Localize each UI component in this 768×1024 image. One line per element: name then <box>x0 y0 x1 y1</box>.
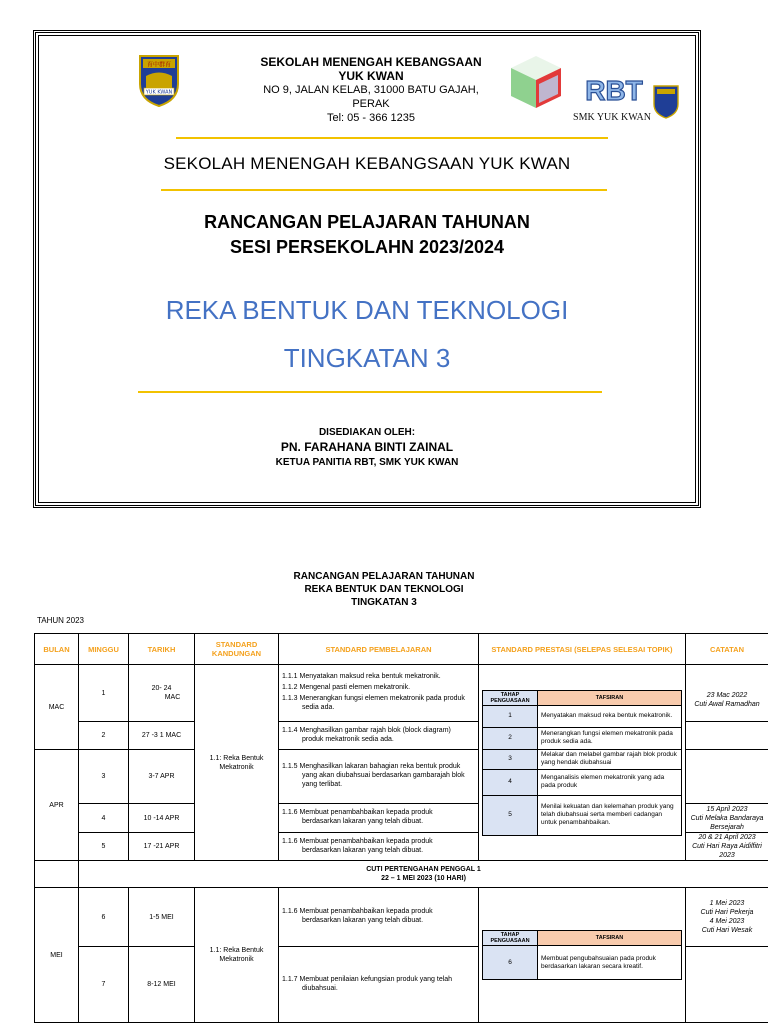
subject-block <box>36 286 698 382</box>
month-mei: MEI <box>35 888 79 1023</box>
schedule-title-1: RANCANGAN PELAJARAN TAHUNAN <box>293 571 475 582</box>
tp1-row <box>483 727 682 749</box>
school-crest-logo <box>138 54 180 108</box>
year-label: TAHUN 2023 <box>37 616 84 625</box>
tp1-header-tafsiran: TAFSIRAN <box>538 690 682 705</box>
date-1-range: 20- 24 <box>151 685 172 692</box>
tp1-level: 4 <box>483 769 538 795</box>
tahap-penguasaan-table-2 <box>482 930 682 980</box>
catatan-1-date: 23 Mac 2022 <box>706 692 748 699</box>
sp-3-1b: yang akan diubahsuai berdasarkan gambarajah blok <box>302 772 465 779</box>
catatan-6 <box>686 888 768 947</box>
address-line-1: NO 9, JALAN KELAB, 31000 BATU GAJAH, <box>263 84 479 96</box>
sp-1-3b: sedia ada. <box>302 704 335 711</box>
catatan-1 <box>686 665 768 722</box>
sp-cell-3 <box>279 750 479 804</box>
catatan-1-text: Cuti Awal Ramadhan <box>694 701 760 708</box>
catatan-6-date-1: 1 Mei 2023 <box>709 900 745 907</box>
tp1-level: 2 <box>483 727 538 749</box>
prestasi-cell-2 <box>479 888 686 1023</box>
subject-title: REKA BENTUK DAN TEKNOLOGI <box>165 295 569 325</box>
tp1-text: Menganalisis elemen mekatronik yang ada pada produk <box>538 769 682 795</box>
cover-page <box>33 30 701 508</box>
tahap-penguasaan-table-1 <box>482 690 682 836</box>
tp2-header-tafsiran: TAFSIRAN <box>538 931 682 946</box>
school-name-2: YUK KWAN <box>338 69 404 83</box>
sp-cell-6 <box>279 888 479 947</box>
date-1-month: MAC <box>164 694 181 701</box>
date-6: 1-5 MEI <box>129 888 195 947</box>
catatan-2 <box>686 722 768 750</box>
header-standard-kandungan: STANDARD KANDUNGAN <box>195 634 279 665</box>
catatan-6-date-2: 4 Mei 2023 <box>709 918 745 925</box>
sp-cell-4 <box>279 804 479 833</box>
sp-2-1b: produk mekatronik sedia ada. <box>302 735 394 743</box>
sp-4-1b: berdasarkan lakaran yang telah dibuat. <box>302 818 424 825</box>
standard-kandungan-2: 1.1: Reka Bentuk Mekatronik <box>195 888 279 1023</box>
week-2: 2 <box>79 722 129 750</box>
sp-7-1b: diubahsuai. <box>302 984 338 992</box>
date-1 <box>129 665 195 722</box>
tp1-text: Melakar dan melabel gambar rajah blok produk yang hendak diubahsuai <box>538 749 682 769</box>
school-header <box>231 55 511 125</box>
date-4: 10 -14 APR <box>129 804 195 833</box>
tp1-row <box>483 795 682 835</box>
week-4: 4 <box>79 804 129 833</box>
header-catatan: CATATAN <box>686 634 768 665</box>
gold-divider-2 <box>161 189 607 191</box>
plan-title: RANCANGAN PELAJARAN TAHUNAN <box>204 212 530 232</box>
tp2-header-level: TAHAP PENGUASAAN <box>483 931 538 946</box>
week-5: 5 <box>79 833 129 861</box>
date-3: 3-7 APR <box>129 750 195 804</box>
table-row <box>35 665 768 722</box>
header-tarikh: TARIKH <box>129 634 195 665</box>
tp1-row <box>483 769 682 795</box>
header-standard-prestasi: STANDARD PRESTASI (SELEPAS SELESAI TOPIK) <box>479 634 686 665</box>
catatan-6-text-1: Cuti Hari Pekerja <box>700 909 754 916</box>
date-7: 8-12 MEI <box>129 947 195 1023</box>
table-row <box>35 888 768 947</box>
tp2-text: Membuat pengubahsuaian pada produk berdasarkan lakaran secara kreatif. <box>538 946 682 980</box>
catatan-4-text: Cuti Melaka Bandaraya Bersejarah <box>690 814 764 831</box>
sp-cell-1 <box>279 665 479 722</box>
teacher-name: PN. FARAHANA BINTI ZAINAL <box>280 440 454 454</box>
sp-3-1: 1.1.5 Menghasilkan lakaran bahagian reka bentuk produk <box>282 763 461 770</box>
tp1-row <box>483 705 682 727</box>
catatan-4 <box>686 804 768 833</box>
break-title: CUTI PERTENGAHAN PENGGAL 1 <box>366 866 481 873</box>
sp-7-1: 1.1.7 Membuat penilaian kefungsian produk yang telah <box>282 975 453 983</box>
catatan-5-text: Cuti Hari Raya Aidilfitri 2023 <box>692 843 762 859</box>
tp1-level: 5 <box>483 795 538 835</box>
tp1-header-level: TAHAP PENGUASAAN <box>483 690 538 705</box>
teacher-position: KETUA PANITIA RBT, SMK YUK KWAN <box>275 457 459 468</box>
break-blank <box>35 861 79 888</box>
logo-subtext: SMK YUK KWAN <box>573 112 651 123</box>
table-header-row <box>35 634 768 665</box>
sp-5-1: 1.1.6 Membuat penambahbaikan kepada produk <box>282 837 433 845</box>
school-name: SEKOLAH MENENGAH KEBANGSAAN <box>260 55 482 69</box>
tp2-row <box>483 946 682 980</box>
date-2: 27 -3 1 MAC <box>129 722 195 750</box>
sp-3-1c: yang terlibat. <box>302 781 343 788</box>
date-5: 17 -21 APR <box>129 833 195 861</box>
tp1-text: Menyatakan maksud reka bentuk mekatronik. <box>538 705 682 727</box>
crest-text: 育中群育 <box>146 61 172 69</box>
rbt-logo <box>506 50 682 126</box>
tp1-text: Menilai kekuatan dan kelemahan produk yang telah diubahsuai serta memberi cadangan untuk penambahbaikan. <box>538 795 682 835</box>
logo-text: RBT <box>585 75 643 106</box>
standard-kandungan-1: 1.1: Reka Bentuk Mekatronik <box>195 665 279 861</box>
catatan-4-date: 15 April 2023 <box>706 805 748 813</box>
mid-term-break <box>79 861 768 888</box>
month-apr: APR <box>35 750 79 861</box>
month-mac: MAC <box>35 665 79 750</box>
break-row <box>35 861 768 888</box>
sp-6-1: 1.1.6 Membuat penambahbaikan kepada produk <box>282 908 433 915</box>
header-minggu: MINGGU <box>79 634 129 665</box>
plan-title-block <box>36 210 698 260</box>
sp-1-3: 1.1.3 Menerangkan fungsi elemen mekatronik pada produk <box>282 695 465 702</box>
tp1-level: 3 <box>483 749 538 769</box>
tp1-text: Menerangkan fungsi elemen mekatronik pada produk sedia ada. <box>538 727 682 749</box>
sp-5-1b: berdasarkan lakaran yang telah dibuat. <box>302 846 424 854</box>
session-title: SESI PERSEKOLAHN 2023/2024 <box>229 237 505 257</box>
catatan-3 <box>686 750 768 804</box>
week-6: 6 <box>79 888 129 947</box>
gold-divider-1 <box>176 137 608 139</box>
catatan-5 <box>686 833 768 861</box>
lesson-plan-table <box>34 633 768 1023</box>
sp-6-1b: berdasarkan lakaran yang telah dibuat. <box>302 917 424 924</box>
form-title: TINGKATAN 3 <box>283 343 451 373</box>
catatan-5-date: 20 & 21 April 2023 <box>698 834 756 841</box>
catatan-6-text-2: Cuti Hari Wesak <box>701 927 753 934</box>
schedule-title-3: TINGKATAN 3 <box>351 597 417 608</box>
tp1-level: 1 <box>483 705 538 727</box>
header-standard-pembelajaran: STANDARD PEMBELAJARAN <box>279 634 479 665</box>
sp-cell-2 <box>279 722 479 750</box>
prepared-by-block <box>36 425 698 470</box>
sp-cell-7 <box>279 947 479 1023</box>
sp-cell-5 <box>279 833 479 861</box>
sp-1-1: 1.1.1 Menyatakan maksud reka bentuk mekatronik. <box>282 673 441 680</box>
schedule-title <box>0 570 768 609</box>
week-3: 3 <box>79 750 129 804</box>
tp2-level: 6 <box>483 946 538 980</box>
sp-4-1: 1.1.6 Membuat penambahbaikan kepada produk <box>282 809 433 816</box>
schedule-title-2: REKA BENTUK DAN TEKNOLOGI <box>304 584 464 595</box>
catatan-7 <box>686 947 768 1023</box>
sp-1-2: 1.1.2 Mengenal pasti elemen mekatronik. <box>282 684 411 691</box>
tp1-row <box>483 749 682 769</box>
prepared-label: DISEDIAKAN OLEH: <box>318 427 416 438</box>
school-full-name: SEKOLAH MENENGAH KEBANGSAAN YUK KWAN <box>163 154 571 173</box>
address-line-2: PERAK <box>352 98 390 110</box>
gold-divider-3 <box>138 391 602 393</box>
prestasi-cell-1 <box>479 665 686 861</box>
telephone: Tel: 05 - 366 1235 <box>326 112 416 124</box>
week-1: 1 <box>79 665 129 722</box>
break-dates: 22 – 1 MEI 2023 (10 HARI) <box>381 875 466 882</box>
sp-2-1: 1.1.4 Menghasilkan gambar rajah blok (block diagram) <box>282 726 451 734</box>
header-bulan: BULAN <box>35 634 79 665</box>
week-7: 7 <box>79 947 129 1023</box>
crest-banner: YUK KWAN <box>145 89 173 96</box>
